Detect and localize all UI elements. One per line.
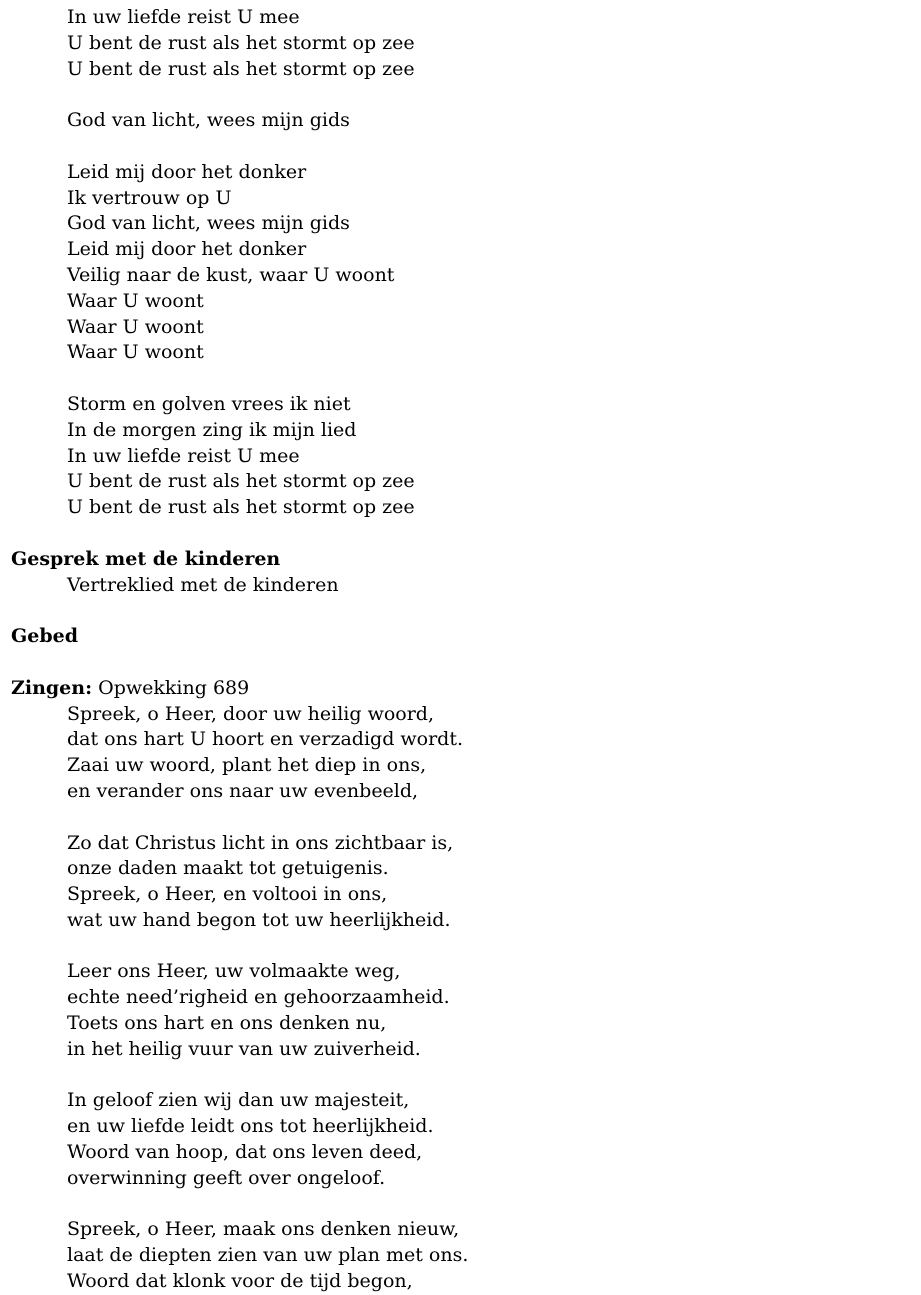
storm-stanza — [0, 392, 921, 521]
blank-line — [0, 1192, 921, 1218]
lyric-line: Toets ons hart en ons denken nu, — [67, 1012, 387, 1035]
lyric-line: Zaai uw woord, plant het diep in ons, — [67, 754, 427, 777]
lyric-line: Leid mij door het donker — [67, 160, 307, 183]
lyric-line: Spreek, o Heer, maak ons denken nieuw, — [67, 1218, 460, 1241]
lyric-line: Woord dat klonk voor de tijd begon, — [67, 1270, 413, 1293]
lyric-line: Waar U woont — [67, 341, 204, 364]
lyric-line: overwinning geeft over ongeloof. — [67, 1166, 386, 1189]
lyric-line: wat uw hand begon tot uw heerlijkheid. — [67, 908, 451, 931]
lyric-line: Woord van hoop, dat ons leven deed, — [67, 1141, 423, 1164]
stanza-top — [0, 5, 921, 82]
lyric-line: Zo dat Christus licht in ons zichtbaar is, — [67, 831, 454, 854]
song-title: Opwekking 689 — [92, 676, 250, 699]
lyric-line: onze daden maakt tot getuigenis. — [67, 857, 389, 880]
blank-line — [0, 521, 921, 547]
song-verse-2 — [0, 831, 921, 934]
section-heading-prayer: Gebed — [11, 625, 78, 648]
lyric-line: laat de diepten zien van uw plan met ons. — [67, 1244, 469, 1267]
singing-label: Zingen: — [11, 676, 93, 699]
song-verse-1 — [0, 702, 921, 805]
lyric-line: God van licht, wees mijn gids — [67, 212, 350, 235]
lyric-line: Waar U woont — [67, 289, 204, 312]
lyric-line: U bent de rust als het stormt op zee — [67, 470, 415, 493]
lyric-line: Spreek, o Heer, door uw heilig woord, — [67, 702, 434, 725]
lyric-line: U bent de rust als het stormt op zee — [67, 31, 415, 54]
section-heading-singing — [0, 676, 921, 702]
section-heading-children: Gesprek met de kinderen — [11, 547, 281, 570]
refrain-stanza — [0, 160, 921, 366]
blank-line — [0, 805, 921, 831]
lyric-line: en uw liefde leidt ons tot heerlijkheid. — [67, 1115, 434, 1138]
blank-line — [0, 934, 921, 960]
lyric-line: In uw liefde reist U mee — [67, 6, 300, 28]
song-verse-5 — [0, 1217, 921, 1294]
lyric-line: in het heilig vuur van uw zuiverheid. — [67, 1037, 421, 1060]
lyric-line: Spreek, o Heer, en voltooi in ons, — [67, 883, 388, 906]
lyric-line: Waar U woont — [67, 315, 204, 338]
document-page — [0, 5, 921, 1295]
lyric-line: dat ons hart U hoort en verzadigd wordt. — [67, 728, 464, 751]
lyric-line: Ik vertrouw op U — [67, 186, 232, 209]
lyric-line: U bent de rust als het stormt op zee — [67, 57, 415, 80]
blank-line — [0, 134, 921, 160]
lyric-line: Veilig naar de kust, waar U woont — [67, 263, 395, 286]
refrain-intro-line: God van licht, wees mijn gids — [67, 109, 350, 132]
song-verse-3 — [0, 959, 921, 1062]
blank-line — [0, 598, 921, 624]
children-song-line: Vertreklied met de kinderen — [67, 573, 339, 596]
lyric-line: en verander ons naar uw evenbeeld, — [67, 779, 419, 802]
lyric-line: U bent de rust als het stormt op zee — [67, 496, 415, 519]
song-verse-4 — [0, 1088, 921, 1191]
lyric-line: In geloof zien wij dan uw majesteit, — [67, 1089, 410, 1112]
lyric-line: Leer ons Heer, uw volmaakte weg, — [67, 960, 401, 983]
lyric-line: Storm en golven vrees ik niet — [67, 392, 351, 415]
lyric-line: In de morgen zing ik mijn lied — [67, 418, 357, 441]
blank-line — [0, 650, 921, 676]
lyric-line: echte need’righeid en gehoorzaamheid. — [67, 986, 450, 1009]
blank-line — [0, 82, 921, 108]
lyric-line: In uw liefde reist U mee — [67, 444, 300, 467]
blank-line — [0, 366, 921, 392]
lyric-line: Leid mij door het donker — [67, 238, 307, 261]
blank-line — [0, 1063, 921, 1089]
